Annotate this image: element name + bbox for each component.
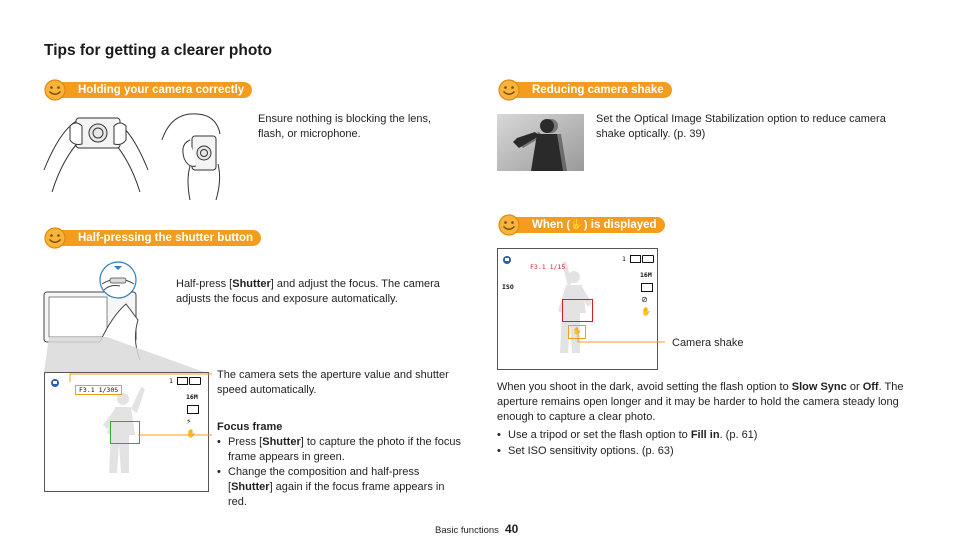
aperture-callout-text: The camera sets the aperture value and shutter speed automatically. bbox=[217, 369, 449, 396]
blurred-photo-thumbnail bbox=[497, 114, 584, 171]
shot-count: 1 bbox=[622, 255, 626, 263]
photo-size-indicator: 16M bbox=[640, 271, 652, 279]
dark-shooting-text bbox=[497, 380, 907, 459]
text-run: . (p. 61) bbox=[719, 429, 758, 441]
text-run: ] and adjust the focus. The camera adjusts the focus and exposure automatically. bbox=[176, 278, 440, 305]
battery-icon bbox=[642, 255, 654, 263]
stabilization-icon: ✋ bbox=[641, 307, 651, 316]
list-item bbox=[217, 435, 462, 465]
slow-sync-label: Slow Sync bbox=[791, 381, 847, 393]
shutter-speed-value: 1/15 bbox=[549, 263, 566, 271]
section-heading-label: Holding your camera correctly bbox=[52, 82, 252, 98]
stabilization-icon: ✋ bbox=[186, 429, 196, 438]
text-run: Half-press [ bbox=[176, 278, 233, 290]
smiley-icon bbox=[44, 227, 66, 249]
focus-frame-note bbox=[217, 420, 462, 510]
list-item bbox=[497, 428, 907, 443]
section-heading-label bbox=[506, 217, 665, 233]
text-run: Set ISO sensitivity options. (p. 63) bbox=[508, 445, 674, 457]
footer-section-label: Basic functions bbox=[435, 525, 499, 536]
half-press-text bbox=[176, 277, 446, 307]
list-item bbox=[217, 465, 462, 510]
shutter-key-label: Shutter bbox=[262, 436, 301, 448]
paragraph bbox=[497, 380, 907, 425]
text-run: When bbox=[532, 219, 564, 231]
shot-count: 1 bbox=[169, 377, 173, 385]
text-run: Change the composition and half-press [ bbox=[228, 466, 420, 493]
off-label: Off bbox=[862, 381, 879, 393]
section-heading-label: Half-pressing the shutter button bbox=[52, 230, 261, 246]
shutter-speed-value: 1/30S bbox=[98, 386, 119, 394]
aperture-value: F3.1 bbox=[79, 386, 95, 394]
shake-hand-icon: (✋) bbox=[566, 219, 588, 231]
shutter-key-label: Shutter bbox=[231, 481, 270, 493]
shutter-key-label: Shutter bbox=[232, 278, 271, 290]
text-run: or bbox=[846, 381, 863, 393]
section-heading-shake bbox=[498, 80, 672, 100]
list-item bbox=[497, 444, 907, 459]
flash-icon: ⚡ bbox=[186, 417, 192, 426]
section-heading-half-press bbox=[44, 228, 261, 248]
iso-indicator: ISO bbox=[502, 283, 514, 291]
callout-lines bbox=[60, 360, 220, 440]
memory-card-icon bbox=[630, 255, 641, 263]
page-number: 40 bbox=[505, 522, 519, 536]
photo-size-indicator: 16M bbox=[186, 393, 198, 401]
section-heading-label: Reducing camera shake bbox=[506, 82, 672, 98]
holding-camera-illustration bbox=[40, 110, 240, 202]
smiley-icon bbox=[44, 79, 66, 101]
focus-frame-heading: Focus frame bbox=[217, 421, 283, 433]
text-run: ] to capture the photo if the focus frame appears in green. bbox=[228, 436, 461, 463]
aperture-shutter-readout bbox=[530, 263, 565, 271]
smiley-icon bbox=[498, 214, 520, 236]
quality-icon bbox=[641, 283, 653, 292]
section-heading-when bbox=[498, 215, 665, 235]
text-run: ] again if the focus frame appears in red. bbox=[228, 481, 445, 508]
aperture-value: F3.1 bbox=[530, 263, 546, 271]
text-run: . The aperture remains open longer and it may be harder to hold the camera steady long enough to capture a clear photo. bbox=[497, 381, 904, 423]
holding-text: Ensure nothing is blocking the lens, flash, or microphone. bbox=[258, 113, 432, 140]
camera-shake-callout: Camera shake bbox=[672, 337, 744, 349]
text-run: When you shoot in the dark, avoid setting the flash option to bbox=[497, 381, 792, 393]
text-run: Press [ bbox=[228, 436, 263, 448]
text-run: Use a tripod or set the flash option to bbox=[508, 429, 691, 441]
shake-text: Set the Optical Image Stabilization option to reduce camera shake optically. (p. 39) bbox=[596, 113, 886, 140]
focus-frame bbox=[562, 299, 593, 322]
camera-shake-callout-line bbox=[575, 325, 667, 355]
page-title: Tips for getting a clearer photo bbox=[44, 42, 272, 59]
text-run: is displayed bbox=[590, 219, 657, 231]
section-heading-holding bbox=[44, 80, 252, 100]
smiley-icon bbox=[498, 79, 520, 101]
shake-warning-icon: ✋ bbox=[568, 325, 586, 339]
flash-off-icon: ⊘ bbox=[641, 295, 648, 304]
fill-in-label: Fill in bbox=[690, 429, 720, 441]
